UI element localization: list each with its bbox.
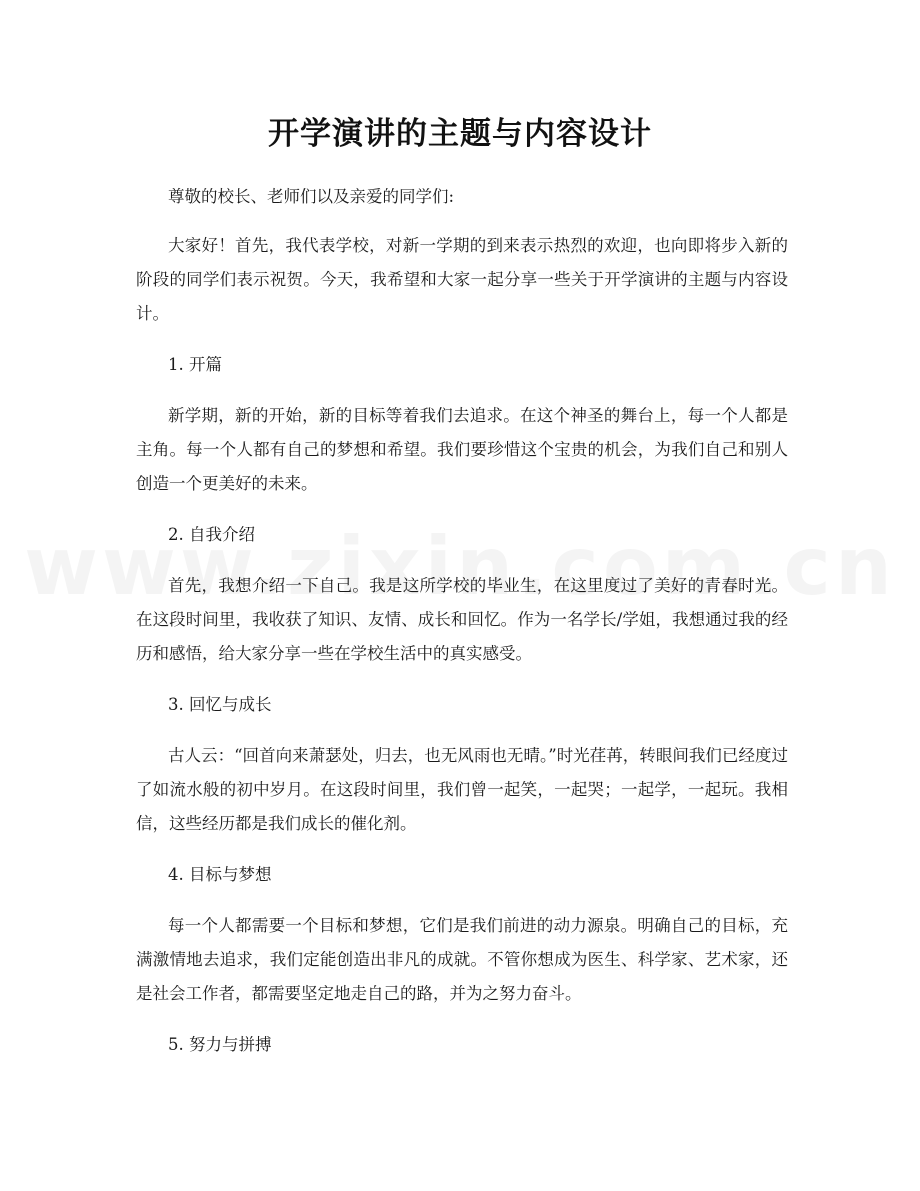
paragraph-section-4: 每一个人都需要一个目标和梦想，它们是我们前进的动力源泉。明确自己的目标，充满激情地去追求，我们定能创造出非凡的成就。不管你想成为医生、科学家、艺术家，还是社会工作者，都需要坚定地走自己的路，并为之努力奋斗。: [136, 916, 788, 1003]
paragraph-intro: 大家好！首先，我代表学校，对新一学期的到来表示热烈的欢迎，也向即将步入新的阶段的同学们表示祝贺。今天，我希望和大家一起分享一些关于开学演讲的主题与内容设计。: [136, 236, 788, 323]
paragraph-section-2: 首先，我想介绍一下自己。我是这所学校的毕业生，在这里度过了美好的青春时光。在这段时间里，我收获了知识、友情、成长和回忆。作为一名学长/学姐，我想通过我的经历和感悟，给大家分享一些在学校生活中的真实感受。: [136, 576, 788, 663]
paragraph-section-1: 新学期，新的开始，新的目标等着我们去追求。在这个神圣的舞台上，每一个人都是主角。每一个人都有自己的梦想和希望。我们要珍惜这个宝贵的机会，为我们自己和别人创造一个更美好的未来。: [136, 406, 788, 493]
page-title: 开学演讲的主题与内容设计: [268, 116, 652, 152]
section-heading-1: 1. 开篇: [168, 355, 222, 374]
document-body: [136, 180, 788, 1079]
section-heading-3: 3. 回忆与成长: [168, 695, 272, 714]
section-heading-2: 2. 自我介绍: [168, 525, 255, 544]
paragraph-section-3: 古人云：“回首向来萧瑟处，归去，也无风雨也无晴。”时光荏苒，转眼间我们已经度过了如流水般的初中岁月。在这段时间里，我们曾一起笑，一起哭；一起学，一起玩。我相信，这些经历都是我们成长的催化剂。: [136, 746, 788, 833]
section-heading-5: 5. 努力与拼搏: [168, 1035, 272, 1054]
salutation: 尊敬的校长、老师们以及亲爱的同学们:: [168, 187, 455, 206]
section-heading-4: 4. 目标与梦想: [168, 865, 272, 884]
